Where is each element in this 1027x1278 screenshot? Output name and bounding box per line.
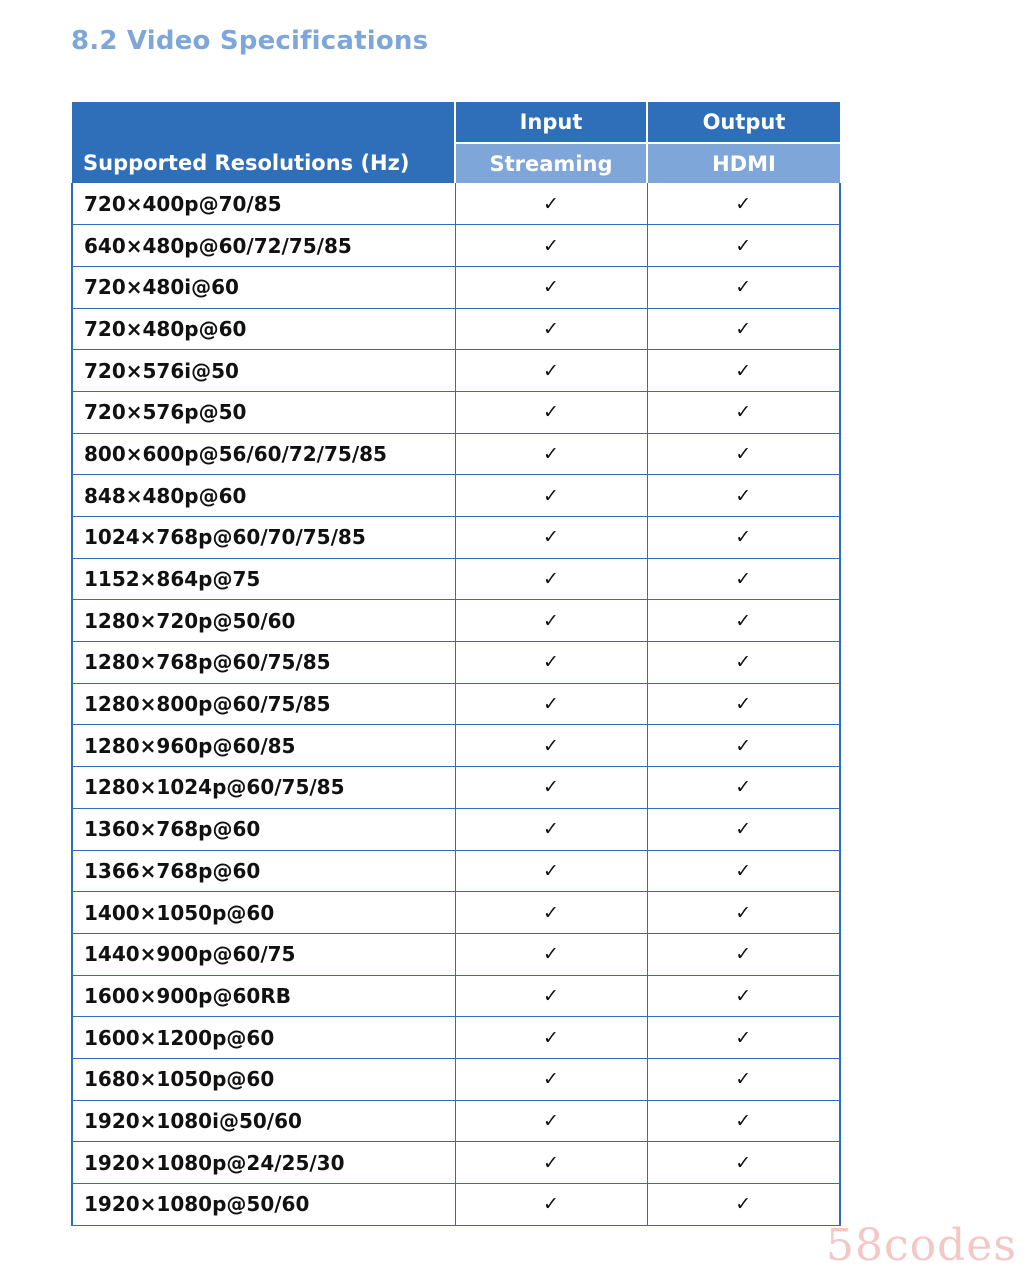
hdmi-check-icon: ✓ <box>647 391 840 433</box>
hdmi-check-icon: ✓ <box>647 183 840 225</box>
subheader-streaming: Streaming <box>455 143 647 183</box>
resolution-cell: 720×480p@60 <box>72 308 455 350</box>
hdmi-check-icon: ✓ <box>647 725 840 767</box>
streaming-check-icon: ✓ <box>455 933 647 975</box>
hdmi-check-icon: ✓ <box>647 558 840 600</box>
streaming-check-icon: ✓ <box>455 600 647 642</box>
streaming-check-icon: ✓ <box>455 517 647 559</box>
streaming-check-icon: ✓ <box>455 1100 647 1142</box>
table-row <box>72 933 840 975</box>
resolution-cell: 1366×768p@60 <box>72 850 455 892</box>
section-title: 8.2 Video Specifications <box>71 26 429 56</box>
hdmi-check-icon: ✓ <box>647 1017 840 1059</box>
streaming-check-icon: ✓ <box>455 350 647 392</box>
streaming-check-icon: ✓ <box>455 850 647 892</box>
table-row <box>72 266 840 308</box>
subheader-hdmi: HDMI <box>647 143 840 183</box>
table-row <box>72 558 840 600</box>
hdmi-check-icon: ✓ <box>647 433 840 475</box>
resolution-cell: 1280×960p@60/85 <box>72 725 455 767</box>
table-row <box>72 1017 840 1059</box>
table-row <box>72 808 840 850</box>
streaming-check-icon: ✓ <box>455 266 647 308</box>
resolution-cell: 1920×1080p@24/25/30 <box>72 1142 455 1184</box>
resolution-cell: 800×600p@56/60/72/75/85 <box>72 433 455 475</box>
resolution-cell: 1440×900p@60/75 <box>72 933 455 975</box>
streaming-check-icon: ✓ <box>455 975 647 1017</box>
resolution-cell: 1280×720p@50/60 <box>72 600 455 642</box>
table-row <box>72 850 840 892</box>
table-row <box>72 600 840 642</box>
hdmi-check-icon: ✓ <box>647 767 840 809</box>
table-row <box>72 475 840 517</box>
streaming-check-icon: ✓ <box>455 1142 647 1184</box>
table-row <box>72 975 840 1017</box>
hdmi-check-icon: ✓ <box>647 600 840 642</box>
table-row <box>72 1142 840 1184</box>
streaming-check-icon: ✓ <box>455 183 647 225</box>
hdmi-check-icon: ✓ <box>647 642 840 684</box>
hdmi-check-icon: ✓ <box>647 266 840 308</box>
streaming-check-icon: ✓ <box>455 725 647 767</box>
streaming-check-icon: ✓ <box>455 808 647 850</box>
streaming-check-icon: ✓ <box>455 1058 647 1100</box>
resolution-cell: 1024×768p@60/70/75/85 <box>72 517 455 559</box>
resolution-cell: 640×480p@60/72/75/85 <box>72 225 455 267</box>
header-input: Input <box>455 102 647 143</box>
hdmi-check-icon: ✓ <box>647 850 840 892</box>
hdmi-check-icon: ✓ <box>647 975 840 1017</box>
hdmi-check-icon: ✓ <box>647 1100 840 1142</box>
table-row <box>72 517 840 559</box>
resolution-cell: 720×576p@50 <box>72 391 455 433</box>
streaming-check-icon: ✓ <box>455 391 647 433</box>
resolution-cell: 1152×864p@75 <box>72 558 455 600</box>
resolution-cell: 720×480i@60 <box>72 266 455 308</box>
video-spec-table <box>71 102 841 1226</box>
resolution-cell: 1280×1024p@60/75/85 <box>72 767 455 809</box>
hdmi-check-icon: ✓ <box>647 475 840 517</box>
table-row <box>72 183 840 225</box>
table-row <box>72 1184 840 1226</box>
table-row <box>72 433 840 475</box>
hdmi-check-icon: ✓ <box>647 308 840 350</box>
hdmi-check-icon: ✓ <box>647 683 840 725</box>
streaming-check-icon: ✓ <box>455 475 647 517</box>
hdmi-check-icon: ✓ <box>647 225 840 267</box>
watermark: 58codes <box>826 1220 1017 1271</box>
table-row <box>72 642 840 684</box>
streaming-check-icon: ✓ <box>455 892 647 934</box>
streaming-check-icon: ✓ <box>455 433 647 475</box>
table-body <box>72 183 840 1225</box>
streaming-check-icon: ✓ <box>455 642 647 684</box>
hdmi-check-icon: ✓ <box>647 1184 840 1226</box>
hdmi-check-icon: ✓ <box>647 350 840 392</box>
streaming-check-icon: ✓ <box>455 1184 647 1226</box>
resolution-cell: 1680×1050p@60 <box>72 1058 455 1100</box>
table-row <box>72 1058 840 1100</box>
table-header <box>72 102 840 183</box>
table-row <box>72 767 840 809</box>
resolution-cell: 1920×1080p@50/60 <box>72 1184 455 1226</box>
resolution-cell: 1600×1200p@60 <box>72 1017 455 1059</box>
table-row <box>72 308 840 350</box>
resolution-cell: 1280×768p@60/75/85 <box>72 642 455 684</box>
streaming-check-icon: ✓ <box>455 558 647 600</box>
streaming-check-icon: ✓ <box>455 225 647 267</box>
hdmi-check-icon: ✓ <box>647 808 840 850</box>
streaming-check-icon: ✓ <box>455 767 647 809</box>
table-row <box>72 683 840 725</box>
hdmi-check-icon: ✓ <box>647 1058 840 1100</box>
resolution-cell: 1600×900p@60RB <box>72 975 455 1017</box>
header-output: Output <box>647 102 840 143</box>
streaming-check-icon: ✓ <box>455 308 647 350</box>
hdmi-check-icon: ✓ <box>647 1142 840 1184</box>
resolution-cell: 848×480p@60 <box>72 475 455 517</box>
streaming-check-icon: ✓ <box>455 1017 647 1059</box>
table-row <box>72 725 840 767</box>
streaming-check-icon: ✓ <box>455 683 647 725</box>
resolution-cell: 720×576i@50 <box>72 350 455 392</box>
table-row <box>72 892 840 934</box>
header-supported-resolutions: Supported Resolutions (Hz) <box>72 102 455 183</box>
hdmi-check-icon: ✓ <box>647 517 840 559</box>
resolution-cell: 1920×1080i@50/60 <box>72 1100 455 1142</box>
table-row <box>72 1100 840 1142</box>
resolution-cell: 1360×768p@60 <box>72 808 455 850</box>
table-row <box>72 350 840 392</box>
resolution-cell: 1280×800p@60/75/85 <box>72 683 455 725</box>
hdmi-check-icon: ✓ <box>647 892 840 934</box>
table-row <box>72 225 840 267</box>
resolution-cell: 1400×1050p@60 <box>72 892 455 934</box>
table-row <box>72 391 840 433</box>
resolution-cell: 720×400p@70/85 <box>72 183 455 225</box>
hdmi-check-icon: ✓ <box>647 933 840 975</box>
